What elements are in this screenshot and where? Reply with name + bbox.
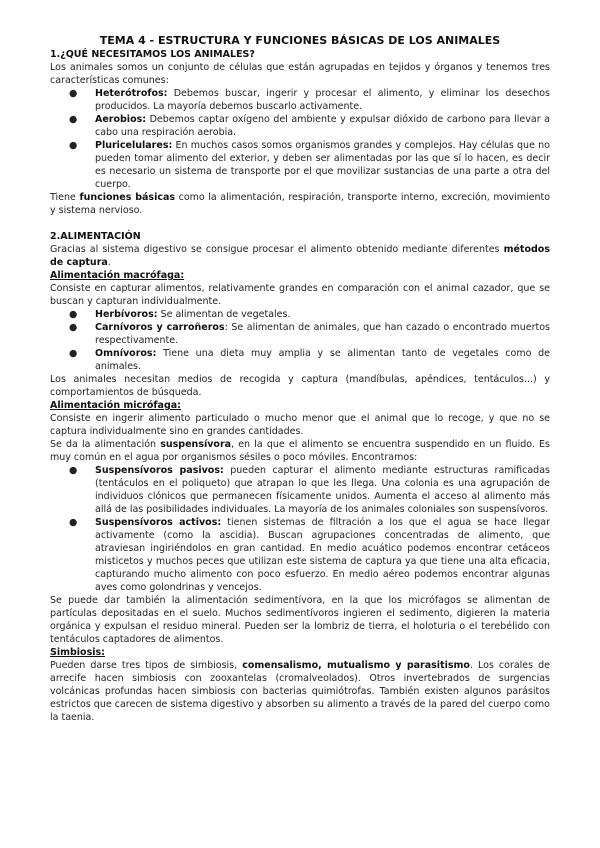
microfaga-text: Consiste en ingerir alimento particulado o mucho menor que el animal que lo recoge, y que no se captura individualmente sino en grandes cantidades. xyxy=(50,413,550,437)
list-item: ● Suspensívoros activos: tienen sistemas de filtración a los que el agua se hace llegar activamente (como la ascidia). Buscan agrupaciones concentradas de alimento, que atraviesan ingiriéndolos en gran cantidad. En medio acuático podemos encontrar cetáceos misticetos y muchos peces que utilizan este sistema de captura ya que tiene una alta eficacia, capturando mucho alimento con poco esfuerzo. En medio aéreo podemos encontrar algunas aves como golondrinas y vencejos. xyxy=(69,517,550,593)
section-1-closing: Tiene funciones básicas como la alimentación, respiración, transporte interno, excreción, movimiento y sistema nervioso. xyxy=(50,192,551,216)
macrofaga-after: Los animales necesitan medios de recogida y captura (mandíbulas, apéndices, tentáculos...) y comportamientos de búsqueda. xyxy=(50,374,550,398)
microfaga-heading: Alimentación micrófaga: xyxy=(50,400,181,411)
section-1-heading: 1.¿QUÉ NECESITAMOS LOS ANIMALES? xyxy=(50,49,255,60)
macrofaga-list xyxy=(50,308,550,373)
list-item: ● Heterótrofos: Debemos buscar, ingerir y procesar el alimento, y eliminar los desechos producidos. La mayoría debemos buscarlo activamente. xyxy=(69,88,550,112)
list-item: ● Aerobios: Debemos captar oxígeno del ambiente y expulsar dióxido de carbono para llevar a cabo una respiración aerobia. xyxy=(69,114,550,138)
list-item: ● Pluricelulares: En muchos casos somos organismos grandes y complejos. Hay células que no pueden tomar alimento del exterior, y deben ser alimentadas por las que sí lo hacen, es decir es necesario un sistema de transporte por el que movilizar sustancias de una parte a otra del cuerpo. xyxy=(69,140,550,190)
page-title: TEMA 4 - ESTRUCTURA Y FUNCIONES BÁSICAS DE LOS ANIMALES xyxy=(99,34,501,47)
suspensivoros-list xyxy=(50,464,550,594)
macrofaga-heading: Alimentación macrófaga: xyxy=(50,270,185,281)
characteristics-list xyxy=(50,87,550,191)
section-2-intro: Gracias al sistema digestivo se consigue procesar el alimento obtenido mediante diferentes métodos de captura. xyxy=(50,244,550,268)
section-2-heading: 2.ALIMENTACIÓN xyxy=(50,231,141,242)
list-item: ● Carnívoros y carroñeros: Se alimentan de animales, que han cazado o encontrado muertos respectivamente. xyxy=(69,322,550,346)
list-item: ● Omnívoros: Tiene una dieta muy amplia y se alimentan tanto de vegetales como de animales. xyxy=(69,348,550,372)
list-item: ● Suspensívoros pasivos: pueden capturar el alimento mediante estructuras ramificadas (tentáculos en el poliqueto) que atrapan lo que les llega. Una colonia es una agrupación de individuos clónicos que permanecen físicamente unidos. Aumenta el acceso al alimento más allá de las posibilidades individuales. La mayoría de los animales coloniales son suspensívoros. xyxy=(69,465,550,515)
list-item: ● Herbívoros: Se alimentan de vegetales. xyxy=(69,309,291,320)
simbiosis-text: Pueden darse tres tipos de simbiosis, comensalismo, mutualismo y parasitismo. Los corales de arrecife hacen simbiosis con zooxantelas (cromalveolados). Otros invertebrados de surgencias volcánicas profundas hacen simbiosis con bacterias quimiótrofas. También existen algunos parásitos estrictos que carecen de sistema digestivo y absorben su alimento a través de la pared del cuerpo como la taenia. xyxy=(50,660,551,723)
suspensivora-text: Se da la alimentación suspensívora, en la que el alimento se encuentra suspendido en un fluido. Es muy común en el agua por organismos sésiles o poco móviles. Encontramos: xyxy=(50,439,550,463)
macrofaga-text: Consiste en capturar alimentos, relativamente grandes en comparación con el animal cazador, que se buscan y capturan individualmente. xyxy=(50,283,550,307)
section-1-intro: Los animales somos un conjunto de células que están agrupadas en tejidos y órganos y tenemos tres características comunes: xyxy=(50,62,550,86)
simbiosis-heading: Simbiosis: xyxy=(50,647,105,658)
sedimentivora-text: Se puede dar también la alimentación sedimentívora, en la que los micrófagos se alimentan de partículas depositadas en el suelo. Muchos sedimentívoros ingieren el sedimento, digieren la materia orgánica y expulsan el residuo mineral. Pueden ser la lombriz de tierra, el holoturia o el terebélido con tentáculos captadores de alimentos. xyxy=(50,595,550,645)
